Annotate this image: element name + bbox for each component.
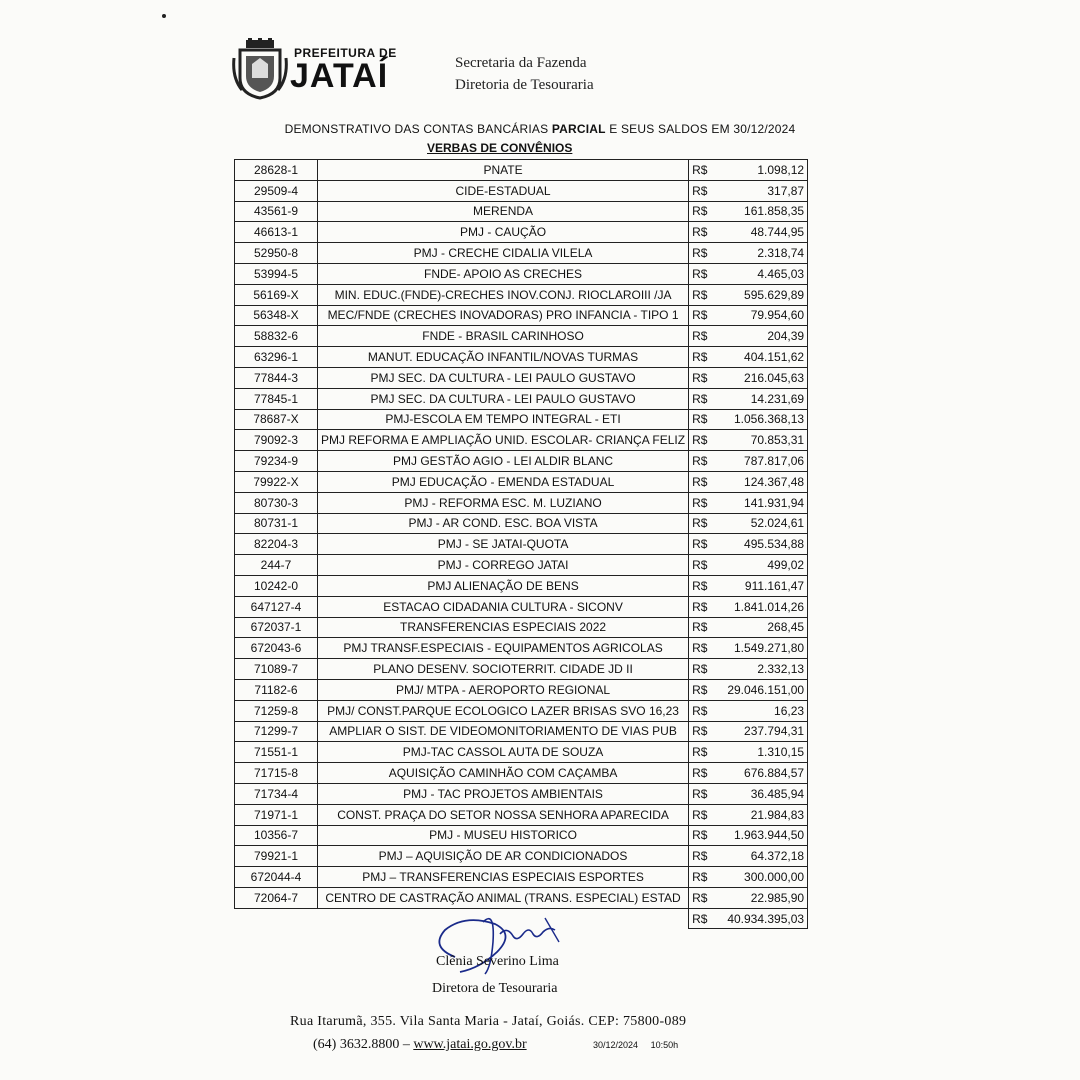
table-row <box>235 451 808 472</box>
table-row <box>235 659 808 680</box>
balance-value: 1.841.014,26 <box>721 596 808 617</box>
currency-symbol: R$ <box>689 243 722 264</box>
currency-symbol: R$ <box>689 887 722 908</box>
dept-line-2: Diretoria de Tesouraria <box>455 77 594 93</box>
account-description: PMJ SEC. DA CULTURA - LEI PAULO GUSTAVO <box>318 367 689 388</box>
table-row <box>235 513 808 534</box>
balance-value: 676.884,57 <box>721 763 808 784</box>
account-description: PMJ - CRECHE CIDALIA VILELA <box>318 243 689 264</box>
account-number: 79922-X <box>235 471 318 492</box>
balance-value: 787.817,06 <box>721 451 808 472</box>
table-row <box>235 638 808 659</box>
currency-symbol: R$ <box>689 555 722 576</box>
account-description: MANUT. EDUCAÇÃO INFANTIL/NOVAS TURMAS <box>318 347 689 368</box>
account-description: PMJ - CAUÇÃO <box>318 222 689 243</box>
table-row <box>235 326 808 347</box>
table-row <box>235 679 808 700</box>
account-description: PMJ EDUCAÇÃO - EMENDA ESTADUAL <box>318 471 689 492</box>
accounts-table <box>234 159 808 929</box>
handwritten-signature <box>425 912 575 982</box>
signer-role: Diretora de Tesouraria <box>432 981 558 996</box>
document-subtitle: VERBAS DE CONVÊNIOS <box>427 141 573 155</box>
currency-symbol: R$ <box>689 347 722 368</box>
table-row <box>235 783 808 804</box>
balance-value: 495.534,88 <box>721 534 808 555</box>
account-description: MIN. EDUC.(FNDE)-CRECHES INOV.CONJ. RIOCLAROIII /JA <box>318 284 689 305</box>
balance-value: 1.056.368,13 <box>721 409 808 430</box>
balance-value: 911.161,47 <box>721 575 808 596</box>
account-number: 78687-X <box>235 409 318 430</box>
currency-symbol: R$ <box>689 679 722 700</box>
stamp-time: 10:50h <box>650 1040 679 1050</box>
balance-value: 1.963.944,50 <box>721 825 808 846</box>
table-row <box>235 180 808 201</box>
table-row <box>235 555 808 576</box>
account-number: 71715-8 <box>235 763 318 784</box>
total-value: 40.934.395,03 <box>721 908 808 929</box>
title-part-b: PARCIAL <box>551 122 606 136</box>
balance-value: 4.465,03 <box>721 263 808 284</box>
account-number: 10242-0 <box>235 575 318 596</box>
account-description: PMJ - AR COND. ESC. BOA VISTA <box>318 513 689 534</box>
account-number: 80731-1 <box>235 513 318 534</box>
currency-symbol: R$ <box>689 451 722 472</box>
account-description: AMPLIAR O SIST. DE VIDEOMONITORIAMENTO DE VIAS PUB <box>318 721 689 742</box>
balance-value: 16,23 <box>721 700 808 721</box>
balance-value: 52.024,61 <box>721 513 808 534</box>
table-row <box>235 243 808 264</box>
table-row <box>235 596 808 617</box>
account-number: 28628-1 <box>235 160 318 181</box>
brand-main-text: JATAÍ <box>290 57 389 95</box>
balance-value: 70.853,31 <box>721 430 808 451</box>
currency-symbol: R$ <box>689 742 722 763</box>
account-number: 56169-X <box>235 284 318 305</box>
balance-value: 48.744,95 <box>721 222 808 243</box>
city-crest-icon <box>232 38 288 100</box>
title-part-a: DEMONSTRATIVO DAS CONTAS BANCÁRIAS <box>284 122 552 136</box>
account-description: FNDE- APOIO AS CRECHES <box>318 263 689 284</box>
account-description: PMJ SEC. DA CULTURA - LEI PAULO GUSTAVO <box>318 388 689 409</box>
table-row <box>235 804 808 825</box>
currency-symbol: R$ <box>689 430 722 451</box>
account-description: PMJ-ESCOLA EM TEMPO INTEGRAL - ETI <box>318 409 689 430</box>
currency-symbol: R$ <box>689 867 722 888</box>
table-row <box>235 388 808 409</box>
table-row <box>235 742 808 763</box>
account-number: 77844-3 <box>235 367 318 388</box>
currency-symbol: R$ <box>689 534 722 555</box>
balance-value: 216.045,63 <box>721 367 808 388</box>
currency-symbol: R$ <box>689 721 722 742</box>
currency-symbol: R$ <box>689 763 722 784</box>
account-number: 58832-6 <box>235 326 318 347</box>
table-row <box>235 222 808 243</box>
currency-symbol: R$ <box>689 388 722 409</box>
currency-symbol: R$ <box>689 326 722 347</box>
balance-value: 404.151,62 <box>721 347 808 368</box>
balance-value: 79.954,60 <box>721 305 808 326</box>
account-number: 71971-1 <box>235 804 318 825</box>
brand-top-text: PREFEITURA DE <box>294 46 397 60</box>
currency-symbol: R$ <box>689 513 722 534</box>
account-number: 63296-1 <box>235 347 318 368</box>
table-row <box>235 471 808 492</box>
prefeitura-logo <box>232 38 412 100</box>
currency-symbol: R$ <box>689 617 722 638</box>
account-description: MEC/FNDE (CRECHES INOVADORAS) PRO INFANCIA - TIPO 1 <box>318 305 689 326</box>
account-number: 82204-3 <box>235 534 318 555</box>
balance-value: 21.984,83 <box>721 804 808 825</box>
footer-website-link[interactable]: www.jatai.go.gov.br <box>413 1037 527 1052</box>
currency-symbol: R$ <box>689 263 722 284</box>
balance-value: 64.372,18 <box>721 846 808 867</box>
account-number: 71551-1 <box>235 742 318 763</box>
account-description: PMJ – TRANSFERENCIAS ESPECIAIS ESPORTES <box>318 867 689 888</box>
account-description: PNATE <box>318 160 689 181</box>
balance-value: 204,39 <box>721 326 808 347</box>
account-number: 52950-8 <box>235 243 318 264</box>
account-number: 77845-1 <box>235 388 318 409</box>
balance-value: 237.794,31 <box>721 721 808 742</box>
account-number: 71734-4 <box>235 783 318 804</box>
balance-value: 141.931,94 <box>721 492 808 513</box>
account-description: PMJ - SE JATAI-QUOTA <box>318 534 689 555</box>
account-description: PMJ – AQUISIÇÃO DE AR CONDICIONADOS <box>318 846 689 867</box>
account-number: 647127-4 <box>235 596 318 617</box>
account-number: 56348-X <box>235 305 318 326</box>
table-row <box>235 430 808 451</box>
table-row <box>235 867 808 888</box>
account-number: 72064-7 <box>235 887 318 908</box>
account-description: FNDE - BRASIL CARINHOSO <box>318 326 689 347</box>
document-title <box>0 122 1080 136</box>
total-blank-1 <box>235 908 318 929</box>
table-row <box>235 575 808 596</box>
currency-symbol: R$ <box>689 783 722 804</box>
account-description: TRANSFERENCIAS ESPECIAIS 2022 <box>318 617 689 638</box>
account-description: PMJ - MUSEU HISTORICO <box>318 825 689 846</box>
signer-name: Clênia Severino Lima <box>436 954 559 969</box>
table-row <box>235 367 808 388</box>
currency-symbol: R$ <box>689 575 722 596</box>
table-row <box>235 825 808 846</box>
balance-value: 22.985,90 <box>721 887 808 908</box>
account-description: CENTRO DE CASTRAÇÃO ANIMAL (TRANS. ESPECIAL) ESTAD <box>318 887 689 908</box>
table-row <box>235 284 808 305</box>
account-description: ESTACAO CIDADANIA CULTURA - SICONV <box>318 596 689 617</box>
balance-value: 14.231,69 <box>721 388 808 409</box>
balance-value: 124.367,48 <box>721 471 808 492</box>
table-row <box>235 263 808 284</box>
print-stamp <box>593 1040 678 1050</box>
account-number: 71182-6 <box>235 679 318 700</box>
table-row <box>235 846 808 867</box>
footer-address: Rua Itarumã, 355. Vila Santa Maria - Jataí, Goiás. CEP: 75800-089 <box>290 1014 687 1029</box>
currency-symbol: R$ <box>689 160 722 181</box>
balance-value: 499,02 <box>721 555 808 576</box>
account-number: 46613-1 <box>235 222 318 243</box>
account-number: 672037-1 <box>235 617 318 638</box>
table-row <box>235 887 808 908</box>
account-description: PLANO DESENV. SOCIOTERRIT. CIDADE JD II <box>318 659 689 680</box>
table-row <box>235 721 808 742</box>
account-description: PMJ TRANSF.ESPECIAIS - EQUIPAMENTOS AGRICOLAS <box>318 638 689 659</box>
account-number: 80730-3 <box>235 492 318 513</box>
account-description: CIDE-ESTADUAL <box>318 180 689 201</box>
currency-symbol: R$ <box>689 638 722 659</box>
account-number: 672044-4 <box>235 867 318 888</box>
currency-symbol: R$ <box>689 284 722 305</box>
table-row <box>235 492 808 513</box>
balance-value: 268,45 <box>721 617 808 638</box>
balance-value: 2.332,13 <box>721 659 808 680</box>
stamp-date: 30/12/2024 <box>593 1040 639 1050</box>
dept-line-1: Secretaria da Fazenda <box>455 55 587 71</box>
balance-value: 1.310,15 <box>721 742 808 763</box>
footer-contact <box>313 1037 527 1053</box>
footer-phone: (64) 3632.8800 – <box>313 1037 410 1052</box>
account-number: 71089-7 <box>235 659 318 680</box>
table-row <box>235 763 808 784</box>
balance-value: 595.629,89 <box>721 284 808 305</box>
account-description: PMJ/ CONST.PARQUE ECOLOGICO LAZER BRISAS SVO 16,23 <box>318 700 689 721</box>
balance-value: 317,87 <box>721 180 808 201</box>
account-number: 71259-8 <box>235 700 318 721</box>
account-description: CONST. PRAÇA DO SETOR NOSSA SENHORA APARECIDA <box>318 804 689 825</box>
scan-mark <box>162 14 166 18</box>
account-number: 29509-4 <box>235 180 318 201</box>
currency-symbol: R$ <box>689 700 722 721</box>
account-number: 79234-9 <box>235 451 318 472</box>
table-row <box>235 160 808 181</box>
table-row <box>235 201 808 222</box>
total-currency: R$ <box>689 908 722 929</box>
account-number: 43561-9 <box>235 201 318 222</box>
balance-value: 161.858,35 <box>721 201 808 222</box>
title-part-c: E SEUS SALDOS EM 30/12/2024 <box>605 122 796 136</box>
table-row <box>235 700 808 721</box>
balance-value: 1.549.271,80 <box>721 638 808 659</box>
currency-symbol: R$ <box>689 409 722 430</box>
account-description: PMJ - TAC PROJETOS AMBIENTAIS <box>318 783 689 804</box>
account-description: PMJ - CORREGO JATAI <box>318 555 689 576</box>
accounts-table-body <box>235 160 808 909</box>
table-row <box>235 305 808 326</box>
currency-symbol: R$ <box>689 846 722 867</box>
account-description: MERENDA <box>318 201 689 222</box>
currency-symbol: R$ <box>689 201 722 222</box>
department-heading <box>455 52 594 96</box>
account-number: 79092-3 <box>235 430 318 451</box>
balance-value: 1.098,12 <box>721 160 808 181</box>
currency-symbol: R$ <box>689 222 722 243</box>
account-number: 244-7 <box>235 555 318 576</box>
balance-value: 29.046.151,00 <box>721 679 808 700</box>
table-row <box>235 409 808 430</box>
balance-value: 300.000,00 <box>721 867 808 888</box>
account-description: PMJ/ MTPA - AEROPORTO REGIONAL <box>318 679 689 700</box>
table-row <box>235 347 808 368</box>
table-row <box>235 534 808 555</box>
currency-symbol: R$ <box>689 825 722 846</box>
account-description: PMJ ALIENAÇÃO DE BENS <box>318 575 689 596</box>
currency-symbol: R$ <box>689 492 722 513</box>
account-number: 71299-7 <box>235 721 318 742</box>
account-number: 672043-6 <box>235 638 318 659</box>
currency-symbol: R$ <box>689 659 722 680</box>
account-description: PMJ - REFORMA ESC. M. LUZIANO <box>318 492 689 513</box>
account-number: 53994-5 <box>235 263 318 284</box>
account-description: PMJ GESTÃO AGIO - LEI ALDIR BLANC <box>318 451 689 472</box>
balance-value: 36.485,94 <box>721 783 808 804</box>
currency-symbol: R$ <box>689 804 722 825</box>
account-description: PMJ-TAC CASSOL AUTA DE SOUZA <box>318 742 689 763</box>
account-description: AQUISIÇÃO CAMINHÃO COM CAÇAMBA <box>318 763 689 784</box>
currency-symbol: R$ <box>689 471 722 492</box>
account-description: PMJ REFORMA E AMPLIAÇÃO UNID. ESCOLAR- CRIANÇA FELIZ <box>318 430 689 451</box>
currency-symbol: R$ <box>689 305 722 326</box>
balance-value: 2.318,74 <box>721 243 808 264</box>
currency-symbol: R$ <box>689 596 722 617</box>
account-number: 79921-1 <box>235 846 318 867</box>
currency-symbol: R$ <box>689 180 722 201</box>
currency-symbol: R$ <box>689 367 722 388</box>
account-number: 10356-7 <box>235 825 318 846</box>
table-row <box>235 617 808 638</box>
